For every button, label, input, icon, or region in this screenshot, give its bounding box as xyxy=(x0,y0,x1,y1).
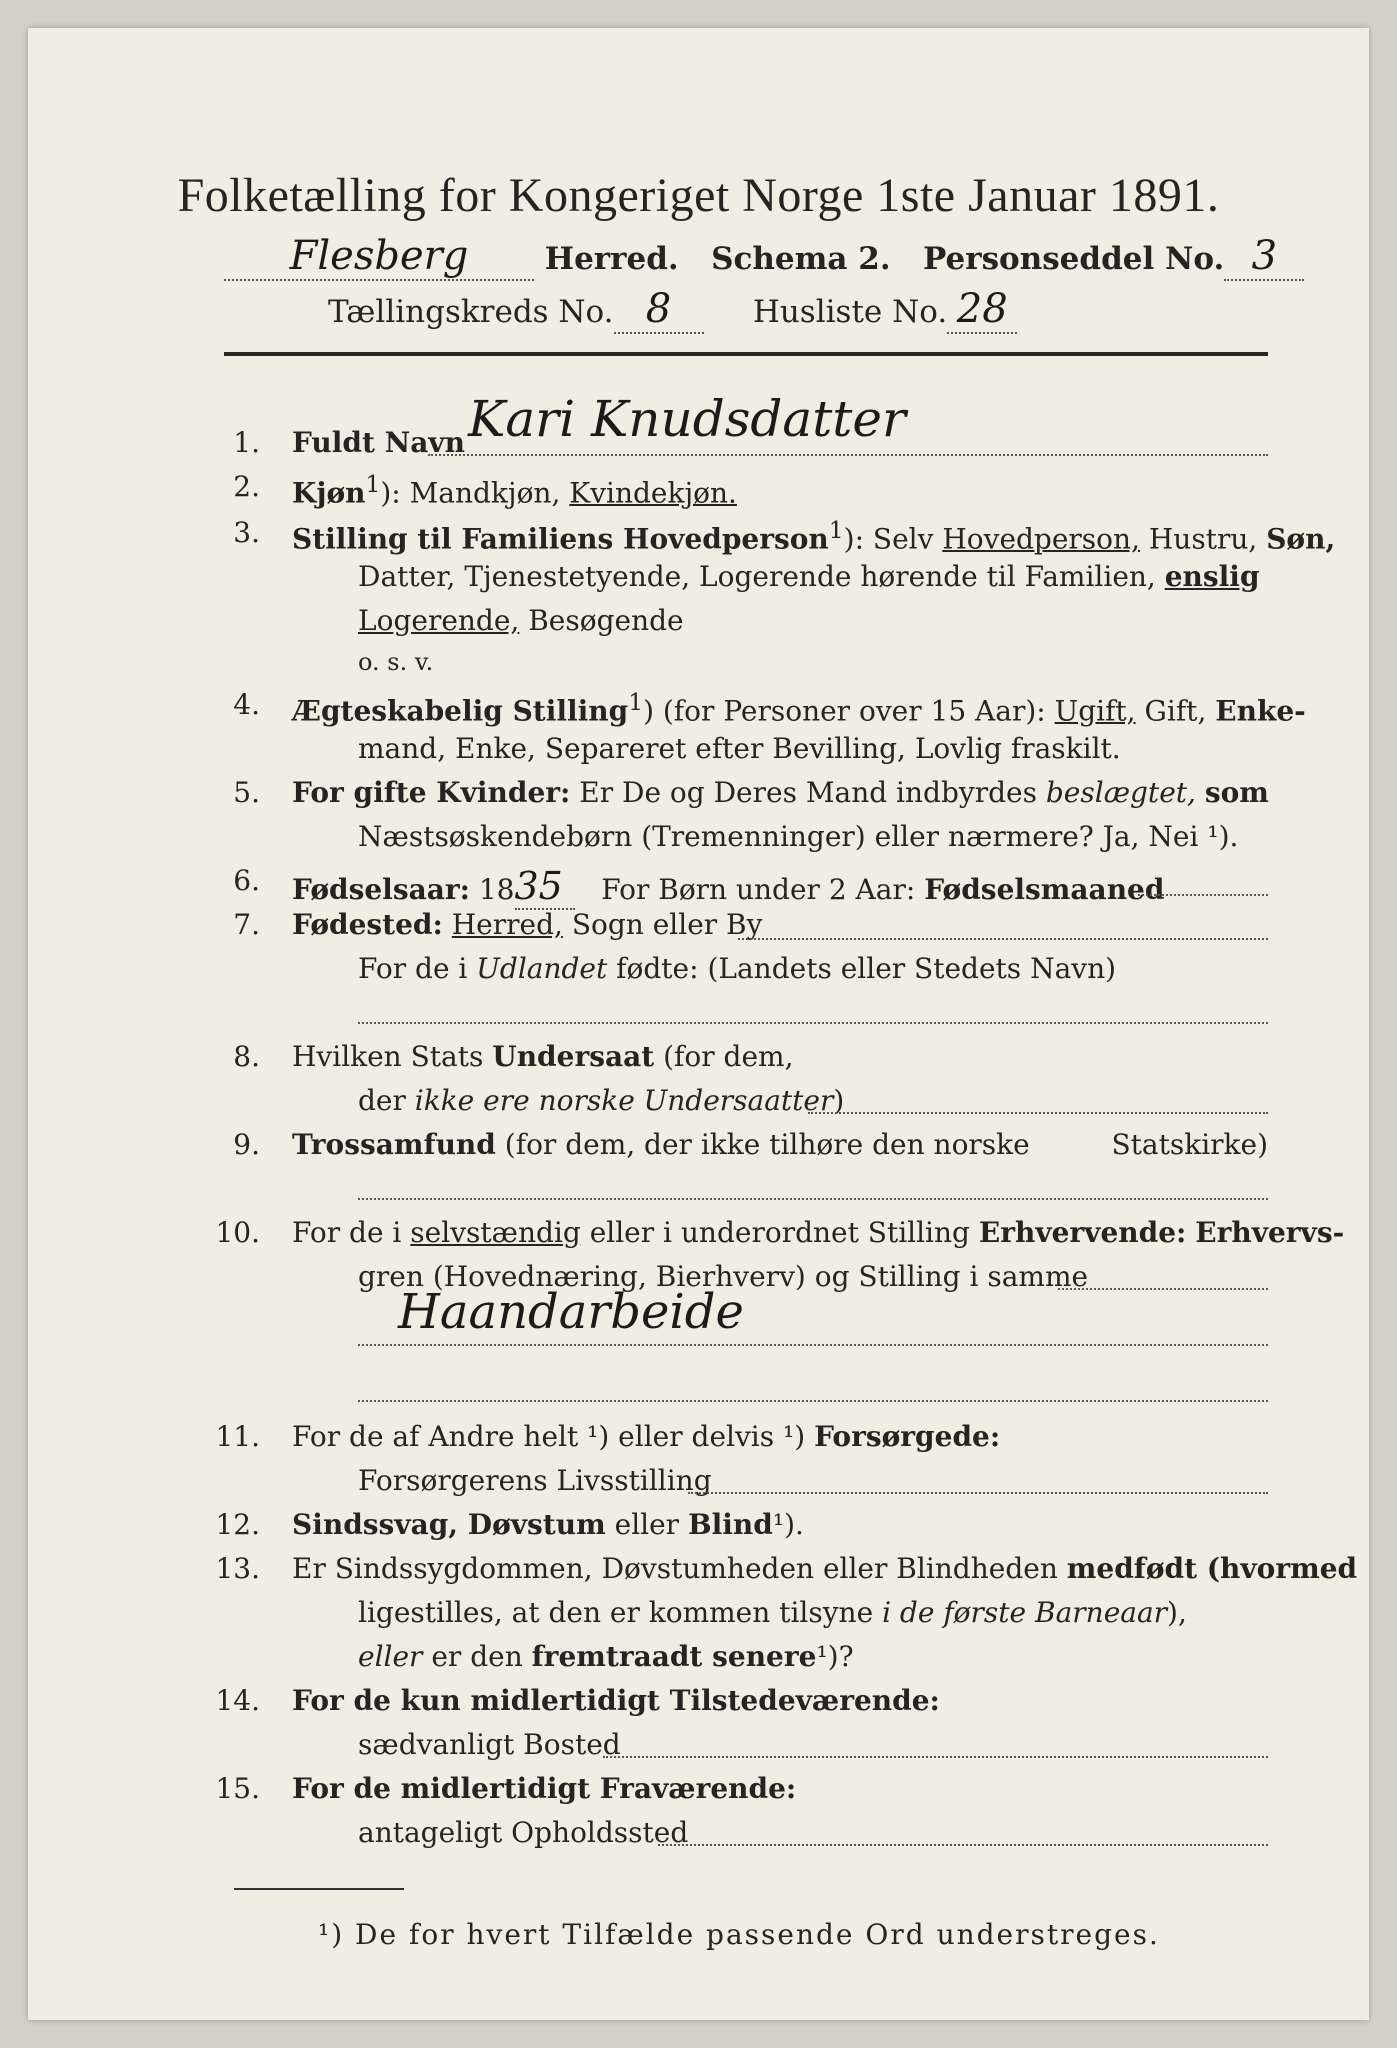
item-3-line-2: Datter, Tjenestetyende, Logerende hørende til Familien, enslig xyxy=(358,560,1260,593)
personseddel-value: 3 xyxy=(1224,233,1304,281)
item-4-number: 4. xyxy=(233,688,260,721)
item-14-number: 14. xyxy=(215,1684,260,1717)
birth-year-value: 35 xyxy=(515,864,575,910)
census-form-page xyxy=(28,28,1369,2020)
footnote-rule xyxy=(234,1888,404,1890)
item-13-line-3: eller er den fremtraadt senere¹)? xyxy=(358,1640,854,1673)
item-11-line-1: For de af Andre helt ¹) eller delvis ¹) Forsørgede: xyxy=(292,1420,1001,1453)
personseddel-label: Personseddel No. xyxy=(923,241,1225,277)
form-title: Folketælling for Kongeriget Norge 1ste Januar 1891. xyxy=(177,169,1220,222)
item-12-number: 12. xyxy=(215,1508,260,1541)
item-7-line-1: Fødested: Herred, Sogn eller By xyxy=(292,908,763,941)
husliste-label: Husliste No. xyxy=(752,294,948,330)
item-14-line-2: sædvanligt Bosted xyxy=(358,1728,621,1761)
header-rule xyxy=(224,352,1268,356)
footnote: ¹) De for hvert Tilfælde passende Ord understreges. xyxy=(318,1918,1160,1951)
item-15-line-2: antageligt Opholdssted xyxy=(358,1816,689,1849)
item-3-line-3: Logerende, Besøgende xyxy=(358,604,684,637)
item-2-number: 2. xyxy=(233,470,260,503)
item-7-line-2: For de i Udlandet fødte: (Landets eller Stedets Navn) xyxy=(358,952,1117,985)
item-5-number: 5. xyxy=(233,776,260,809)
schema-label: Schema 2. xyxy=(711,241,891,277)
item-13-line-2: ligestilles, at den er kommen tilsyne i de første Barneaar), xyxy=(358,1596,1187,1629)
item-11-line-2: Forsørgerens Livsstilling xyxy=(358,1464,712,1497)
item-6-line: Fødselsaar: 1835 For Børn under 2 Aar: Fødselsmaaned xyxy=(292,864,1165,908)
item-5-line-2: Næstsøskendebørn (Tremenninger) eller nærmere? Ja, Nei ¹). xyxy=(358,820,1239,853)
item-2-underlined: Kvindekjøn. xyxy=(569,476,737,510)
item-2-line: Kjøn$^1$): Mandkjøn, Kvindekjøn. xyxy=(292,470,737,510)
item-9-line: Trossamfund (for dem, der ikke tilhøre den norske Statskirke) xyxy=(292,1128,1268,1161)
item-1-number: 1. xyxy=(233,426,260,459)
item-3-line-1: Stilling til Familiens Hovedperson$^1$): Selv Hovedperson, Hustru, Søn, xyxy=(292,516,1336,556)
item-8-line-2: der ikke ere norske Undersaatter) xyxy=(358,1084,845,1117)
item-9-number: 9. xyxy=(233,1128,260,1161)
husliste-value: 28 xyxy=(947,286,1017,334)
item-14-line-1: For de kun midlertidigt Tilstedeværende: xyxy=(292,1684,940,1717)
item-4-line-1: Ægteskabelig Stilling$^1$) (for Personer over 15 Aar): Ugift, Gift, Enke- xyxy=(292,688,1306,728)
item-5-line-1: For gifte Kvinder: Er De og Deres Mand indbyrdes beslægtet, som xyxy=(292,776,1269,809)
herred-label: Herred. xyxy=(544,241,679,277)
item-1-name-value: Kari Knudsdatter xyxy=(468,390,906,448)
item-10-line-2: gren (Hovednæring, Bierhverv) og Stilling i samme xyxy=(358,1260,1089,1293)
item-13-line-1: Er Sindssygdommen, Døvstumheden eller Blindheden medfødt (hvormed xyxy=(292,1552,1358,1585)
taellingskreds-label: Tællingskreds No. xyxy=(328,294,614,330)
item-12-line: Sindssvag, Døvstum eller Blind¹). xyxy=(292,1508,804,1541)
taellingskreds-value: 8 xyxy=(614,286,704,334)
herred-value: Flesberg xyxy=(224,233,534,281)
item-10-number: 10. xyxy=(215,1216,260,1249)
item-1-label: Fuldt Navn xyxy=(292,426,466,459)
item-10-line-1: For de i selvstændig eller i underordnet Stilling Erhvervende: Erhvervs- xyxy=(292,1216,1345,1249)
item-1-fill xyxy=(428,454,1268,456)
item-13-number: 13. xyxy=(215,1552,260,1585)
item-11-number: 11. xyxy=(215,1420,260,1453)
item-4-line-2: mand, Enke, Separeret efter Bevilling, Lovlig fraskilt. xyxy=(358,732,1121,765)
item-15-number: 15. xyxy=(215,1772,260,1805)
item-6-number: 6. xyxy=(233,864,260,897)
item-8-number: 8. xyxy=(233,1040,260,1073)
header-line-2 xyxy=(328,286,1017,334)
item-3-line-4: o. s. v. xyxy=(358,648,434,676)
item-7-number: 7. xyxy=(233,908,260,941)
header-line-1 xyxy=(224,233,1304,281)
item-15-line-1: For de midlertidigt Fraværende: xyxy=(292,1772,797,1805)
occupation-value: Haandarbeide xyxy=(398,1284,744,1340)
item-8-line-1: Hvilken Stats Undersaat (for dem, xyxy=(292,1040,794,1073)
item-3-number: 3. xyxy=(233,516,260,549)
